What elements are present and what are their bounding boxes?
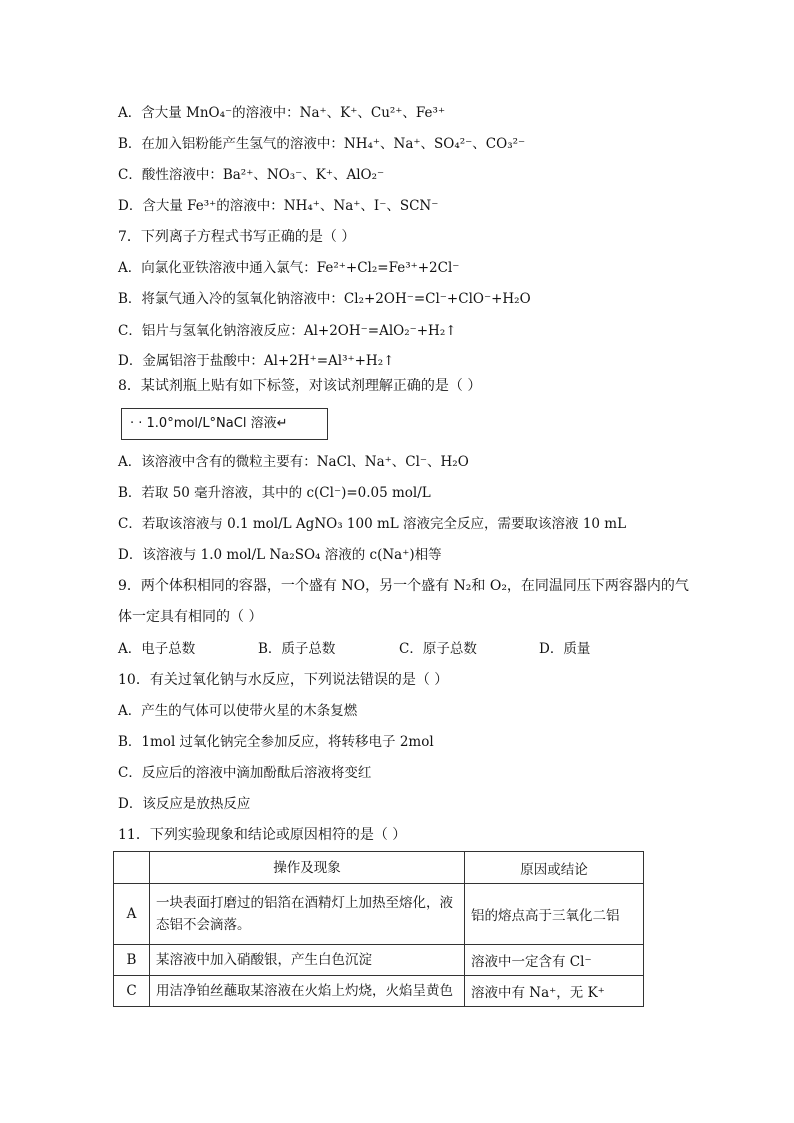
q8-option-b: B．若取 50 毫升溶液，其中的 c(Cl⁻)=0.05 mol/L	[118, 485, 431, 501]
q10-option-b: B．1mol 过氧化钠完全参加反应，将转移电子 2mol	[118, 734, 434, 750]
experiment-table	[113, 851, 644, 1007]
q9-option-a: A．电子总数	[118, 641, 196, 657]
row-operation-line: 一块表面打磨过的铝箔在酒精灯上加热至熔化，液	[156, 895, 453, 911]
q6-option-a: A．含大量 MnO₄⁻的溶液中：Na⁺、K⁺、Cu²⁺、Fe³⁺	[118, 105, 446, 121]
table-row	[114, 945, 644, 976]
row-key: B	[114, 945, 150, 976]
q10-stem: 10．有关过氧化钠与水反应，下列说法错误的是（ ）	[118, 672, 449, 688]
q9-stem-line2: 体一定具有相同的（ ）	[118, 609, 263, 625]
q10-option-c: C．反应后的溶液中滴加酚酞后溶液将变红	[118, 765, 372, 781]
header-reason: 原因或结论	[465, 852, 644, 884]
q8-option-a: A．该溶液中含有的微粒主要有：NaCl、Na⁺、Cl⁻、H₂O	[118, 454, 469, 470]
row-key: A	[114, 884, 150, 945]
header-key	[114, 852, 150, 884]
q7-option-a: A．向氯化亚铁溶液中通入氯气：Fe²⁺+Cl₂=Fe³⁺+2Cl⁻	[118, 260, 460, 276]
reagent-label: · · 1.0°mol/L°NaCl 溶液↵	[121, 408, 328, 440]
q6-option-b: B．在加入铝粉能产生氢气的溶液中：NH₄⁺、Na⁺、SO₄²⁻、CO₃²⁻	[118, 136, 526, 152]
q9-option-d: D．质量	[539, 641, 591, 657]
row-operation: 用洁净铂丝蘸取某溶液在火焰上灼烧，火焰呈黄色	[150, 976, 465, 1007]
row-operation: 某溶液中加入硝酸银，产生白色沉淀	[150, 945, 465, 976]
q6-option-d: D．含大量 Fe³⁺的溶液中：NH₄⁺、Na⁺、I⁻、SCN⁻	[118, 198, 439, 214]
row-reason: 溶液中一定含有 Cl⁻	[465, 945, 644, 976]
q8-option-c: C．若取该溶液与 0.1 mol/L AgNO₃ 100 mL 溶液完全反应，需要取该溶液 10 mL	[118, 516, 627, 532]
q10-option-a: A．产生的气体可以使带火星的木条复燃	[118, 703, 358, 719]
q7-option-b: B．将氯气通入冷的氢氧化钠溶液中：Cl₂+2OH⁻=Cl⁻+ClO⁻+H₂O	[118, 291, 531, 307]
q6-option-c: C．酸性溶液中：Ba²⁺、NO₃⁻、K⁺、AlO₂⁻	[118, 167, 385, 183]
row-operation-line: 态铝不会滴落。	[156, 917, 251, 933]
q7-option-c: C．铝片与氢氧化钠溶液反应：Al+2OH⁻=AlO₂⁻+H₂↑	[118, 323, 457, 339]
q9-option-b: B．质子总数	[258, 641, 336, 657]
q10-option-d: D．该反应是放热反应	[118, 796, 251, 812]
row-reason: 铝的熔点高于三氧化二铝	[465, 884, 644, 945]
header-operation: 操作及现象	[150, 852, 465, 884]
table-row	[114, 884, 644, 945]
q9-option-c: C．原子总数	[399, 641, 477, 657]
row-operation	[150, 884, 465, 945]
q8-option-d: D．该溶液与 1.0 mol/L Na₂SO₄ 溶液的 c(Na⁺)相等	[118, 547, 442, 563]
q7-stem: 7．下列离子方程式书写正确的是（ ）	[118, 229, 356, 245]
q8-stem: 8．某试剂瓶上贴有如下标签，对该试剂理解正确的是（ ）	[118, 378, 482, 394]
row-reason: 溶液中有 Na⁺，无 K⁺	[465, 976, 644, 1007]
row-key: C	[114, 976, 150, 1007]
q7-option-d: D．金属铝溶于盐酸中：Al+2H⁺=Al³⁺+H₂↑	[118, 353, 395, 369]
table-header-row	[114, 852, 644, 884]
q11-stem: 11．下列实验现象和结论或原因相符的是（ ）	[118, 827, 407, 843]
table-row	[114, 976, 644, 1007]
q9-stem-line1: 9．两个体积相同的容器，一个盛有 NO，另一个盛有 N₂和 O₂，在同温同压下两容器内的气	[118, 578, 689, 594]
